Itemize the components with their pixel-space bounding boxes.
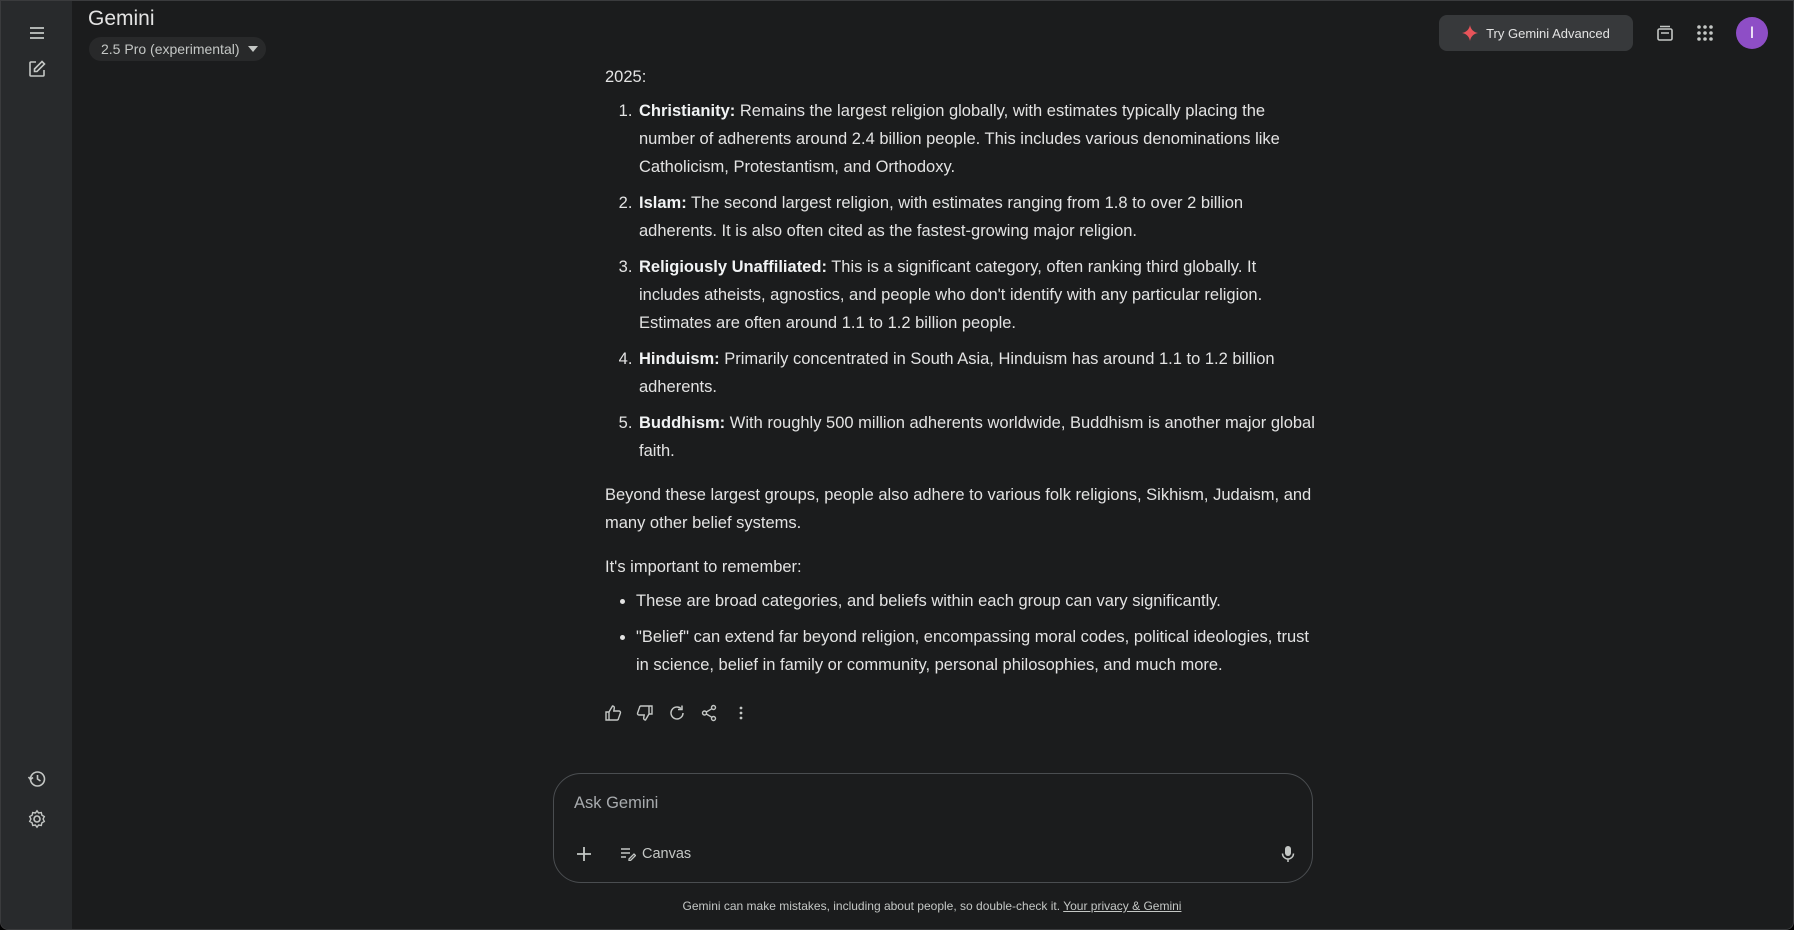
remember-heading: It's important to remember:	[605, 558, 802, 576]
thumbs-down-icon[interactable]	[633, 701, 657, 725]
item-text: Remains the largest religion globally, with estimates typically placing the number of adherents around 2.4 billion people. This includes various denominations like Catholicism, Protestantism, and Orthodoxy.	[639, 102, 1280, 176]
try-gemini-advanced-button[interactable]	[1439, 15, 1633, 51]
list-item	[637, 253, 1317, 337]
add-attachment-icon[interactable]	[572, 842, 596, 866]
item-term: Buddhism:	[639, 414, 726, 432]
item-text: This is a significant category, often ranking third globally. It includes atheists, agnostics, and people who don't identify with any particular religion. Estimates are often around 1.1 to 1.2 billion people.	[639, 258, 1263, 332]
new-chat-icon[interactable]	[17, 49, 57, 89]
apps-grid-icon[interactable]	[1693, 21, 1717, 45]
ranked-list	[605, 97, 1317, 465]
temporary-chat-icon[interactable]	[1653, 21, 1677, 45]
bullet-list	[605, 587, 1317, 679]
item-term: Islam:	[639, 194, 687, 212]
disclaimer-text: Gemini can make mistakes, including about people, so double-check it.	[682, 899, 1064, 913]
settings-gear-icon[interactable]	[17, 799, 57, 839]
list-item	[637, 409, 1317, 465]
regenerate-icon[interactable]	[665, 701, 689, 725]
list-item	[637, 345, 1317, 401]
history-icon[interactable]	[17, 759, 57, 799]
microphone-icon[interactable]	[1276, 842, 1300, 866]
model-selector[interactable]	[89, 37, 266, 61]
canvas-button[interactable]	[620, 842, 691, 866]
privacy-link[interactable]: Your privacy & Gemini	[1063, 899, 1182, 913]
beyond-paragraph: Beyond these largest groups, people also adhere to various folk religions, Sikhism, Judaism, and many other belief systems.	[605, 486, 1312, 532]
canvas-icon	[620, 847, 636, 861]
more-options-icon[interactable]	[729, 701, 753, 725]
try-advanced-label: Try Gemini Advanced	[1486, 25, 1610, 41]
chevron-down-icon	[248, 46, 258, 52]
side-rail	[1, 1, 72, 929]
response-intro: 2025:	[605, 68, 647, 86]
footer-disclaimer	[1, 899, 1794, 913]
item-text: Primarily concentrated in South Asia, Hinduism has around 1.1 to 1.2 billion adherents.	[639, 350, 1275, 396]
item-text: With roughly 500 million adherents worldwide, Buddhism is another major global faith.	[639, 414, 1315, 460]
thumbs-up-icon[interactable]	[601, 701, 625, 725]
prompt-composer[interactable]	[553, 773, 1313, 883]
item-term: Hinduism:	[639, 350, 720, 368]
menu-icon[interactable]	[17, 13, 57, 53]
bullet-item: • "Belief" can extend far beyond religion, encompassing moral codes, political ideologies, trust in science, belief in family or community, personal philosophies, and much more.	[636, 623, 1317, 679]
avatar[interactable]: I	[1736, 17, 1768, 49]
item-text: The second largest religion, with estimates ranging from 1.8 to over 2 billion adherents. It is also often cited as the fastest-growing major religion.	[639, 194, 1244, 240]
item-term: Christianity:	[639, 102, 736, 120]
bullet-item: • These are broad categories, and beliefs within each group can vary significantly.	[636, 587, 1317, 615]
share-icon[interactable]	[697, 701, 721, 725]
sparkle-icon	[1462, 25, 1478, 41]
list-item	[637, 189, 1317, 245]
response-actions	[601, 701, 753, 725]
model-label: 2.5 Pro (experimental)	[101, 41, 240, 57]
app-title: Gemini	[88, 7, 155, 30]
response-body	[605, 63, 1317, 687]
canvas-label: Canvas	[642, 846, 692, 862]
prompt-input[interactable]: Ask Gemini	[574, 794, 659, 812]
list-item	[637, 97, 1317, 181]
item-term: Religiously Unaffiliated:	[639, 258, 827, 276]
